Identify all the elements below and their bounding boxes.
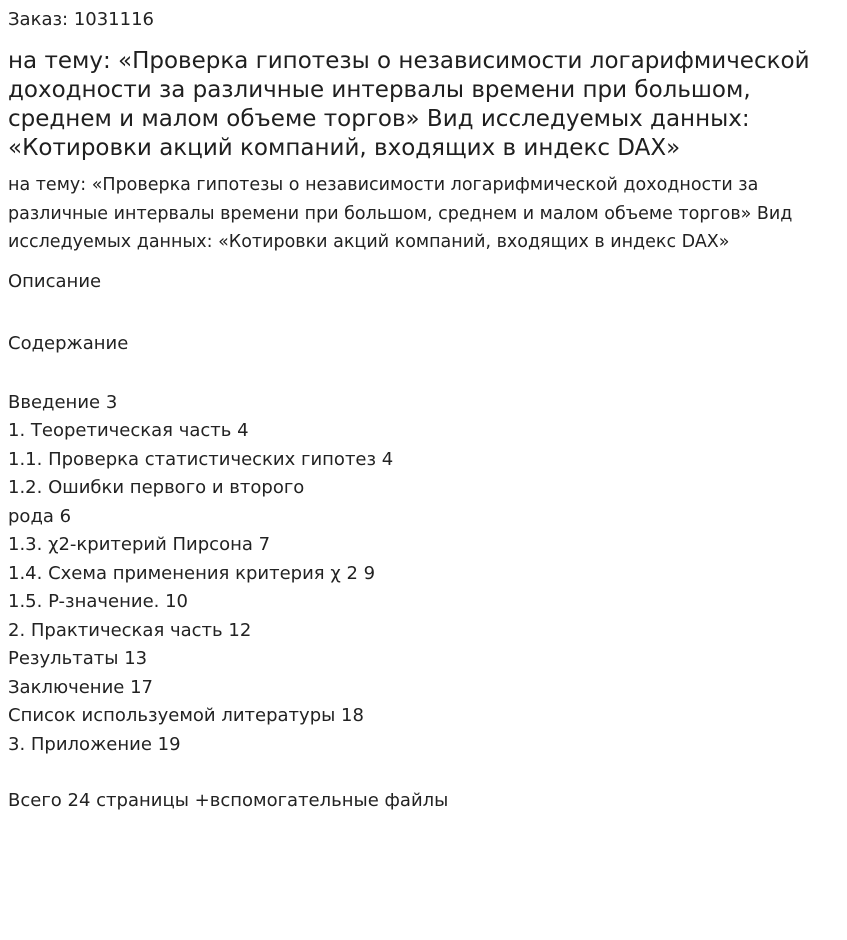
toc-item: 2. Практическая часть 12 [8,619,252,641]
contents-heading: Содержание [8,332,129,354]
toc-item: 1. Теоретическая часть 4 [8,420,249,441]
total-pages-note: Всего 24 страницы +вспомогательные файлы [8,790,449,811]
toc-item: Заключение 17 [8,676,153,698]
description-heading: Описание [8,270,102,292]
document-subtitle: на тему: «Проверка гипотезы о независимости логарифмической доходности за различные интервалы времени при большом, среднем и малом объеме торгов» Вид исследуемых данных: «Котировки акций компаний, входящих в индекс DAX» [8,175,793,252]
toc-item: 1.3. χ2-критерий Пирсона 7 [8,534,271,555]
document-title: на тему: «Проверка гипотезы о независимости логарифмической доходности за различные интервалы времени при большом, среднем и малом объеме торгов» Вид исследуемых данных: «Котировки акций компаний, входящих в индекс DAX» [8,48,810,161]
order-number: Заказ: 1031116 [8,9,154,30]
toc-item: 3. Приложение 19 [8,733,181,755]
toc-item: Список используемой литературы 18 [8,705,364,726]
toc-item: 1.5. P-значение. 10 [8,591,188,612]
table-of-contents [8,389,839,760]
toc-item: Введение 3 [8,391,118,413]
toc-item: Результаты 13 [8,648,148,669]
toc-item: 1.4. Схема применения критерия χ 2 9 [8,562,376,584]
toc-item: 1.2. Ошибки первого и второго рода 6 [8,477,305,527]
toc-item: 1.1. Проверка статистических гипотез 4 [8,448,394,470]
